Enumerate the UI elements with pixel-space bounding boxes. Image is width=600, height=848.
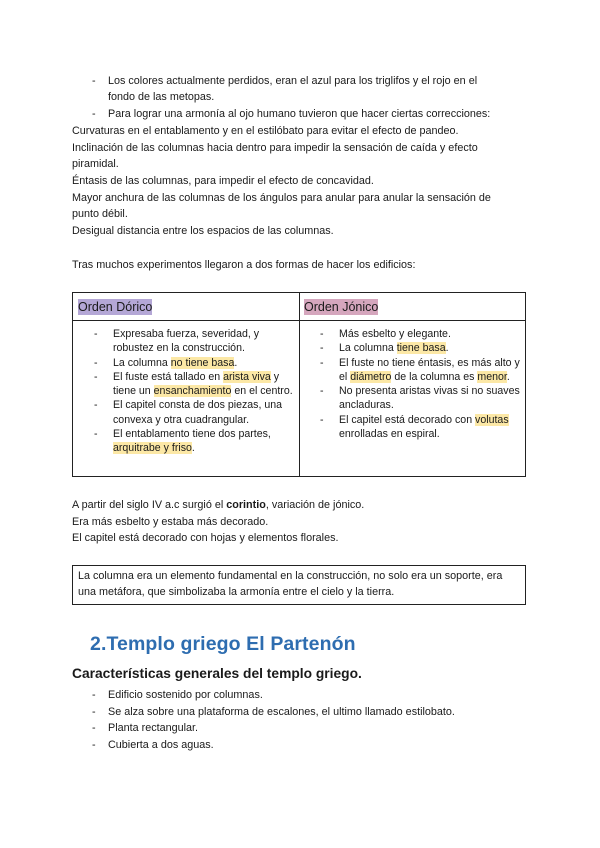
item-text: . <box>234 356 238 369</box>
ionic-list <box>299 327 523 441</box>
item-text: en el centro. <box>231 385 293 398</box>
bullet-dash: - <box>320 356 324 369</box>
item-text: Expresaba fuerza, severidad, y robustez en la construcción. <box>113 328 260 355</box>
bullet-dash: - <box>92 722 96 734</box>
paragraph-line: A partir del siglo IV a.c surgió el corintio, variación de jónico. <box>72 499 365 511</box>
highlighted-text: volutas <box>475 413 509 426</box>
paragraph-line: punto débil. <box>72 208 128 220</box>
table-list-item <box>299 356 523 385</box>
highlighted-text: arquitrabe y friso <box>113 442 192 455</box>
bullet-dash: - <box>320 328 324 340</box>
item-text: La columna <box>339 342 397 355</box>
table-list-item <box>299 341 523 355</box>
highlighted-text: diámetro <box>350 370 392 383</box>
item-text: . <box>506 370 510 383</box>
bold-term: corintio <box>226 499 266 511</box>
bullet-dash: - <box>94 328 98 340</box>
bullet-dash: - <box>94 399 98 412</box>
paragraph-line: Curvaturas en el entablamento y en el estilóbato para evitar el efecto de pandeo. <box>72 125 459 137</box>
paragraph-line: Desigual distancia entre los espacios de las columnas. <box>72 225 334 237</box>
header-doric: Orden Dórico <box>78 300 153 314</box>
section-heading: 2.Templo griego El Partenón <box>90 633 356 655</box>
item-text: El fuste está tallado en <box>113 370 224 383</box>
table-list-item <box>299 384 523 413</box>
table-list-item <box>73 370 295 399</box>
highlighted-text: tiene basa <box>396 342 446 355</box>
list-item-text: Se alza sobre una plataforma de escalones, el ultimo llamado estilobato. <box>108 706 455 718</box>
paragraph-line: Mayor anchura de las columnas de los ángulos para anular para anular la sensación de <box>72 192 491 204</box>
bullet-dash: - <box>92 75 96 87</box>
list-item-text: Planta rectangular. <box>108 722 199 734</box>
item-text: enrolladas en espiral. <box>339 428 440 441</box>
paragraph-line: Inclinación de las columnas hacia dentro para impedir la sensación de caída y efecto <box>72 142 478 154</box>
highlighted-text: ensanchamiento <box>153 385 232 398</box>
item-text: . <box>191 442 195 455</box>
bullet-dash: - <box>92 739 96 751</box>
item-text: El entablamento tiene dos partes, <box>113 428 271 441</box>
header-ionic: Orden Jónico <box>304 300 379 314</box>
table-list-item <box>73 427 295 456</box>
item-text: El capitel consta de dos piezas, una convexa y otra cuadrangular. <box>113 399 283 426</box>
item-text: El capitel está decorado con <box>339 413 476 426</box>
item-text: La columna <box>113 356 171 369</box>
table-list-item <box>73 398 295 427</box>
list-item-text: Cubierta a dos aguas. <box>108 739 214 751</box>
highlighted-text: no tiene basa <box>170 356 235 369</box>
paragraph-line: El capitel está decorado con hojas y elementos florales. <box>72 532 339 544</box>
orders-table <box>72 292 526 477</box>
item-text: . <box>445 342 449 355</box>
list-item-text: Edificio sostenido por columnas. <box>108 689 263 701</box>
bullet-dash: - <box>320 342 324 355</box>
item-text: de la columna es <box>391 370 478 383</box>
bullet-dash: - <box>94 428 98 441</box>
table-list-item <box>73 356 295 370</box>
note-box: La columna era un elemento fundamental en la construcción, no solo era un soporte, era una metáfora, que simbolizaba la armonía entre el cielo y la tierra. <box>72 565 526 605</box>
highlighted-text: arista viva <box>223 370 271 383</box>
bullet-dash: - <box>92 706 96 718</box>
text-line: Para lograr una armonía al ojo humano tuvieron que hacer ciertas correcciones: <box>108 108 491 120</box>
bullet-dash: - <box>92 689 96 701</box>
item-text: y tiene un <box>113 370 280 398</box>
paragraph-line: Era más esbelto y estaba más decorado. <box>72 516 269 528</box>
table-list-item <box>73 327 295 356</box>
table-list-item <box>299 413 523 442</box>
bullet-dash: - <box>94 356 98 369</box>
highlighted-text: menor <box>477 370 507 383</box>
text-line: Los colores actualmente perdidos, eran el azul para los triglifos y el rojo en el <box>108 75 478 87</box>
doric-list <box>73 327 295 456</box>
bullet-dash: - <box>320 413 324 426</box>
bullet-dash: - <box>94 370 98 383</box>
item-text: El fuste no tiene éntasis, es más alto y el <box>339 356 520 383</box>
item-text: No presenta aristas vivas si no suaves ancladuras. <box>339 385 520 412</box>
table-list-item <box>299 327 523 341</box>
bullet-dash: - <box>92 108 96 120</box>
subheading: Características generales del templo griego. <box>72 666 362 681</box>
item-text: Más esbelto y elegante. <box>339 328 451 340</box>
text-line: fondo de las metopas. <box>108 91 215 104</box>
bullet-dash: - <box>320 385 324 398</box>
paragraph-line: piramidal. <box>72 158 119 170</box>
paragraph-line: Tras muchos experimentos llegaron a dos formas de hacer los edificios: <box>72 259 416 271</box>
paragraph-line: Éntasis de las columnas, para impedir el efecto de concavidad. <box>72 175 374 187</box>
